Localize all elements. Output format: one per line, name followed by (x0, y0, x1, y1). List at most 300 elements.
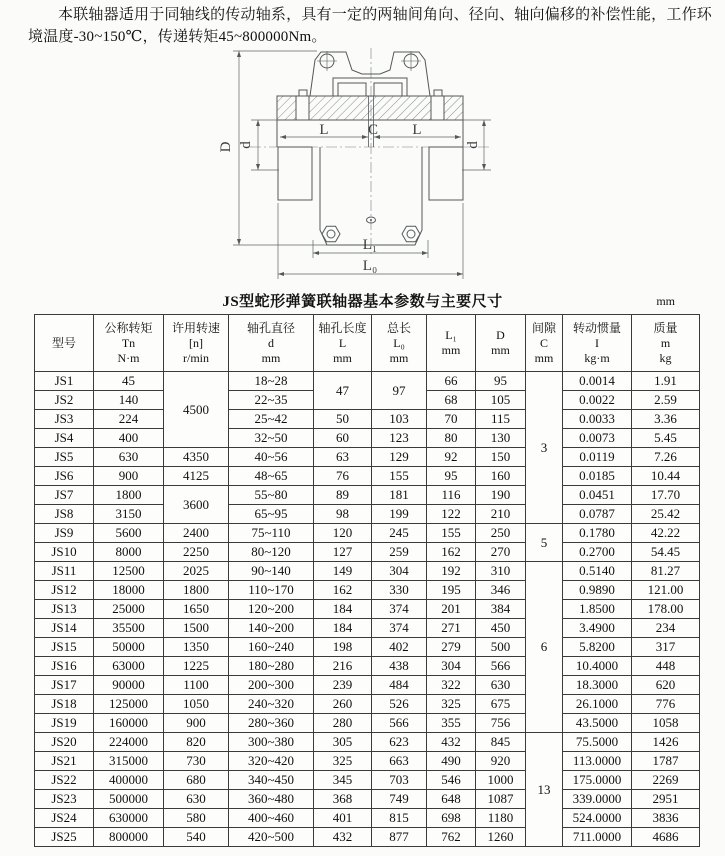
table-row (35, 714, 700, 733)
table-cell-d-outer: 160 (476, 467, 526, 486)
table-cell-model: JS24 (35, 809, 94, 828)
table-cell-d-outer: 250 (476, 524, 526, 543)
table-cell-l1: 322 (427, 676, 476, 695)
table-cell-l1: 271 (427, 619, 476, 638)
table-cell-torque: 50000 (94, 638, 164, 657)
table-cell-inertia: 1.8500 (563, 600, 632, 619)
table-cell-mass: 2951 (632, 790, 700, 809)
table-cell-mass: 7.26 (632, 448, 700, 467)
table-cell-mass: 25.42 (632, 505, 700, 524)
table-cell-bore-length: 216 (314, 657, 372, 676)
table-cell-mass: 620 (632, 676, 700, 695)
column-header-l1: L₁ mm (427, 315, 476, 372)
table-cell-model: JS8 (35, 505, 94, 524)
table-cell-inertia: 0.5140 (563, 562, 632, 581)
table-cell-l1: 201 (427, 600, 476, 619)
table-cell-inertia: 0.0185 (563, 467, 632, 486)
dimension-label-bore-right: d (465, 141, 481, 149)
table-cell-bore-length: 432 (314, 828, 372, 847)
table-cell-speed: 900 (164, 714, 229, 733)
table-cell-total-length: 155 (372, 467, 427, 486)
table-cell-total-length: 123 (372, 429, 427, 448)
table-cell-inertia: 26.1000 (563, 695, 632, 714)
table-cell-total-length: 129 (372, 448, 427, 467)
table-cell-speed: 4350 (164, 448, 229, 467)
table-cell-d-outer: 566 (476, 657, 526, 676)
table-cell-d-outer: 190 (476, 486, 526, 505)
table-cell-total-length: 438 (372, 657, 427, 676)
table-cell-model: JS10 (35, 543, 94, 562)
table-cell-total-length: 245 (372, 524, 427, 543)
table-cell-bore-length: 239 (314, 676, 372, 695)
table-cell-torque: 35500 (94, 619, 164, 638)
table-cell-total-length: 402 (372, 638, 427, 657)
table-cell-speed: 2400 (164, 524, 229, 543)
table-cell-d-outer: 130 (476, 429, 526, 448)
table-cell-model: JS17 (35, 676, 94, 695)
coupling-body (277, 51, 463, 245)
column-header-total-length: 总长 L₀ mm (372, 315, 427, 372)
table-cell-model: JS9 (35, 524, 94, 543)
table-cell-bore-length: 280 (314, 714, 372, 733)
table-cell-bore-length: 198 (314, 638, 372, 657)
table-cell-model: JS4 (35, 429, 94, 448)
table-cell-torque: 45 (94, 372, 164, 391)
table-cell-mass: 10.44 (632, 467, 700, 486)
table-cell-bore-diameter: 140~200 (229, 619, 314, 638)
coupling-technical-drawing (0, 48, 725, 288)
table-cell-d-outer: 500 (476, 638, 526, 657)
table-cell-model: JS19 (35, 714, 94, 733)
table-cell-model: JS5 (35, 448, 94, 467)
table-cell-bore-length: 184 (314, 600, 372, 619)
table-cell-mass: 5.45 (632, 429, 700, 448)
document-page (0, 4, 725, 856)
table-cell-mass: 42.22 (632, 524, 700, 543)
table-cell-model: JS22 (35, 771, 94, 790)
table-cell-total-length: 526 (372, 695, 427, 714)
table-cell-l1: 122 (427, 505, 476, 524)
table-cell-total-length: 374 (372, 619, 427, 638)
table-cell-speed: 1350 (164, 638, 229, 657)
table-cell-d-outer: 95 (476, 372, 526, 391)
table-cell-bore-diameter: 22~35 (229, 391, 314, 410)
table-cell-clearance: 3 (526, 372, 563, 524)
table-cell-mass: 54.45 (632, 543, 700, 562)
table-row (35, 828, 700, 847)
table-row (35, 809, 700, 828)
table-cell-l1: 762 (427, 828, 476, 847)
table-cell-d-outer: 1000 (476, 771, 526, 790)
table-cell-inertia: 339.0000 (563, 790, 632, 809)
table-cell-total-length: 103 (372, 410, 427, 429)
dimension-label-outer-diameter: D (218, 141, 234, 153)
table-cell-torque: 18000 (94, 581, 164, 600)
table-cell-mass: 1426 (632, 733, 700, 752)
table-cell-speed: 730 (164, 752, 229, 771)
table-cell-mass: 3.36 (632, 410, 700, 429)
table-cell-bore-diameter: 25~42 (229, 410, 314, 429)
table-cell-torque: 12500 (94, 562, 164, 581)
table-title: JS型蛇形弹簧联轴器基本参数与主要尺寸 (222, 294, 503, 310)
dimension-label-gap: C (367, 122, 379, 138)
table-row (35, 638, 700, 657)
table-cell-inertia: 0.0787 (563, 505, 632, 524)
table-cell-d-outer: 105 (476, 391, 526, 410)
table-cell-speed: 4500 (164, 372, 229, 448)
table-cell-model: JS6 (35, 467, 94, 486)
table-row (35, 771, 700, 790)
table-cell-inertia: 711.0000 (563, 828, 632, 847)
table-cell-speed: 820 (164, 733, 229, 752)
table-cell-torque: 630 (94, 448, 164, 467)
table-cell-bore-diameter: 40~56 (229, 448, 314, 467)
column-header-torque: 公称转矩 Tn N·m (94, 315, 164, 372)
table-cell-speed: 1650 (164, 600, 229, 619)
table-cell-bore-diameter: 200~300 (229, 676, 314, 695)
table-cell-mass: 2.59 (632, 391, 700, 410)
dimension-label-hub-length-left: L (319, 122, 329, 138)
table-cell-model: JS23 (35, 790, 94, 809)
table-cell-bore-length: 50 (314, 410, 372, 429)
table-cell-bore-diameter: 320~420 (229, 752, 314, 771)
table-cell-inertia: 43.5000 (563, 714, 632, 733)
table-cell-bore-diameter: 65~95 (229, 505, 314, 524)
table-cell-model: JS20 (35, 733, 94, 752)
table-cell-model: JS2 (35, 391, 94, 410)
table-cell-torque: 3150 (94, 505, 164, 524)
column-header-bore-diameter: 轴孔直径 d mm (229, 315, 314, 372)
table-cell-mass: 776 (632, 695, 700, 714)
table-cell-d-outer: 756 (476, 714, 526, 733)
table-cell-model: JS3 (35, 410, 94, 429)
column-header-d-outer: D mm (476, 315, 526, 372)
intro-paragraph: 本联轴器适用于同轴线的传动轴系，具有一定的两轴间角向、径向、轴向偏移的补偿性能，工作环境温度-30~150℃，传递转矩45~800000Nm。 (28, 7, 712, 45)
table-cell-mass: 2269 (632, 771, 700, 790)
table-cell-total-length: 199 (372, 505, 427, 524)
table-cell-inertia: 113.0000 (563, 752, 632, 771)
table-cell-total-length: 259 (372, 543, 427, 562)
table-cell-clearance: 6 (526, 562, 563, 733)
table-cell-d-outer: 1087 (476, 790, 526, 809)
table-cell-speed: 3600 (164, 486, 229, 524)
table-cell-clearance: 5 (526, 524, 563, 562)
table-cell-mass: 317 (632, 638, 700, 657)
table-cell-speed: 580 (164, 809, 229, 828)
table-cell-bore-diameter: 400~460 (229, 809, 314, 828)
table-row (35, 467, 700, 486)
table-cell-torque: 1800 (94, 486, 164, 505)
table-cell-torque: 630000 (94, 809, 164, 828)
table-cell-inertia: 0.1780 (563, 524, 632, 543)
table-cell-speed: 2025 (164, 562, 229, 581)
table-cell-bore-diameter: 300~380 (229, 733, 314, 752)
table-cell-bore-length: 260 (314, 695, 372, 714)
column-header-speed: 许用转速 [n] r/min (164, 315, 229, 372)
table-cell-d-outer: 920 (476, 752, 526, 771)
table-cell-model: JS14 (35, 619, 94, 638)
table-cell-d-outer: 384 (476, 600, 526, 619)
table-cell-bore-diameter: 80~120 (229, 543, 314, 562)
table-cell-d-outer: 630 (476, 676, 526, 695)
table-cell-inertia: 0.0119 (563, 448, 632, 467)
table-cell-torque: 400 (94, 429, 164, 448)
table-cell-model: JS25 (35, 828, 94, 847)
table-cell-l1: 546 (427, 771, 476, 790)
table-row (35, 657, 700, 676)
table-cell-d-outer: 1260 (476, 828, 526, 847)
table-row (35, 410, 700, 429)
table-cell-l1: 68 (427, 391, 476, 410)
table-cell-torque: 400000 (94, 771, 164, 790)
table-cell-model: JS1 (35, 372, 94, 391)
coupling-spec-table (34, 314, 700, 847)
table-cell-torque: 224 (94, 410, 164, 429)
table-cell-torque: 25000 (94, 600, 164, 619)
table-row (35, 543, 700, 562)
table-cell-torque: 800000 (94, 828, 164, 847)
table-cell-bore-diameter: 90~140 (229, 562, 314, 581)
table-cell-bore-length: 162 (314, 581, 372, 600)
table-row (35, 524, 700, 543)
table-cell-l1: 325 (427, 695, 476, 714)
table-cell-inertia: 0.0073 (563, 429, 632, 448)
table-cell-total-length: 663 (372, 752, 427, 771)
table-cell-speed: 1800 (164, 581, 229, 600)
table-cell-torque: 500000 (94, 790, 164, 809)
column-header-mass: 质量 m kg (632, 315, 700, 372)
table-cell-torque: 160000 (94, 714, 164, 733)
table-cell-l1: 698 (427, 809, 476, 828)
table-cell-d-outer: 210 (476, 505, 526, 524)
table-cell-bore-length: 47 (314, 372, 372, 410)
table-cell-inertia: 0.9890 (563, 581, 632, 600)
table-cell-bore-diameter: 55~80 (229, 486, 314, 505)
table-cell-l1: 490 (427, 752, 476, 771)
table-cell-model: JS18 (35, 695, 94, 714)
table-cell-model: JS21 (35, 752, 94, 771)
table-cell-model: JS15 (35, 638, 94, 657)
table-cell-bore-diameter: 180~280 (229, 657, 314, 676)
table-cell-torque: 8000 (94, 543, 164, 562)
table-cell-total-length: 374 (372, 600, 427, 619)
dimension-label-bore-left: d (238, 141, 254, 149)
table-row (35, 790, 700, 809)
table-cell-torque: 90000 (94, 676, 164, 695)
table-cell-torque: 315000 (94, 752, 164, 771)
table-cell-d-outer: 845 (476, 733, 526, 752)
table-row (35, 752, 700, 771)
table-cell-clearance: 13 (526, 733, 563, 847)
table-cell-bore-length: 89 (314, 486, 372, 505)
table-cell-mass: 121.00 (632, 581, 700, 600)
table-row (35, 562, 700, 581)
table-cell-l1: 116 (427, 486, 476, 505)
table-cell-total-length: 181 (372, 486, 427, 505)
table-cell-bore-diameter: 160~240 (229, 638, 314, 657)
table-cell-l1: 70 (427, 410, 476, 429)
table-cell-l1: 162 (427, 543, 476, 562)
table-row (35, 695, 700, 714)
table-cell-bore-diameter: 18~28 (229, 372, 314, 391)
table-cell-bore-length: 345 (314, 771, 372, 790)
table-cell-torque: 224000 (94, 733, 164, 752)
table-cell-inertia: 5.8200 (563, 638, 632, 657)
dimension-label-l1: L₁ (362, 237, 378, 253)
table-cell-speed: 1500 (164, 619, 229, 638)
table-cell-total-length: 330 (372, 581, 427, 600)
table-cell-l1: 95 (427, 467, 476, 486)
table-cell-d-outer: 270 (476, 543, 526, 562)
table-cell-model: JS7 (35, 486, 94, 505)
table-cell-bore-length: 325 (314, 752, 372, 771)
column-header-inertia: 转动惯量 I kg·m (563, 315, 632, 372)
coupling-drawing-area (0, 48, 725, 288)
table-cell-d-outer: 450 (476, 619, 526, 638)
table-cell-l1: 192 (427, 562, 476, 581)
table-cell-d-outer: 1180 (476, 809, 526, 828)
table-cell-bore-length: 401 (314, 809, 372, 828)
table-cell-total-length: 623 (372, 733, 427, 752)
table-cell-l1: 304 (427, 657, 476, 676)
table-cell-bore-diameter: 280~360 (229, 714, 314, 733)
table-cell-l1: 355 (427, 714, 476, 733)
table-cell-l1: 195 (427, 581, 476, 600)
table-cell-total-length: 749 (372, 790, 427, 809)
table-cell-mass: 4686 (632, 828, 700, 847)
table-row (35, 448, 700, 467)
table-cell-d-outer: 346 (476, 581, 526, 600)
table-cell-bore-diameter: 120~200 (229, 600, 314, 619)
table-cell-torque: 140 (94, 391, 164, 410)
table-cell-bore-diameter: 110~170 (229, 581, 314, 600)
table-row (35, 619, 700, 638)
dimension-label-hub-length-right: L (412, 122, 422, 138)
table-cell-mass: 81.27 (632, 562, 700, 581)
table-cell-bore-length: 60 (314, 429, 372, 448)
table-cell-mass: 1058 (632, 714, 700, 733)
table-cell-mass: 178.00 (632, 600, 700, 619)
table-cell-model: JS11 (35, 562, 94, 581)
table-cell-inertia: 0.0451 (563, 486, 632, 505)
table-cell-total-length: 566 (372, 714, 427, 733)
table-cell-torque: 5600 (94, 524, 164, 543)
table-cell-torque: 63000 (94, 657, 164, 676)
table-cell-bore-length: 149 (314, 562, 372, 581)
table-cell-inertia: 524.0000 (563, 809, 632, 828)
table-row (35, 600, 700, 619)
table-cell-speed: 1050 (164, 695, 229, 714)
table-cell-bore-diameter: 75~110 (229, 524, 314, 543)
table-cell-bore-diameter: 240~320 (229, 695, 314, 714)
table-row (35, 486, 700, 505)
table-cell-l1: 155 (427, 524, 476, 543)
table-cell-l1: 279 (427, 638, 476, 657)
table-cell-mass: 234 (632, 619, 700, 638)
table-cell-speed: 1100 (164, 676, 229, 695)
table-cell-total-length: 815 (372, 809, 427, 828)
table-cell-d-outer: 310 (476, 562, 526, 581)
table-cell-inertia: 0.0033 (563, 410, 632, 429)
table-cell-l1: 648 (427, 790, 476, 809)
table-cell-bore-diameter: 340~450 (229, 771, 314, 790)
unit-note: mm (656, 294, 675, 308)
table-cell-mass: 1.91 (632, 372, 700, 391)
column-header-bore-length: 轴孔长度 L mm (314, 315, 372, 372)
table-cell-bore-length: 305 (314, 733, 372, 752)
table-row (35, 581, 700, 600)
table-cell-inertia: 0.0014 (563, 372, 632, 391)
table-cell-total-length: 877 (372, 828, 427, 847)
table-cell-speed: 2250 (164, 543, 229, 562)
table-header-row (35, 315, 700, 372)
table-cell-inertia: 75.5000 (563, 733, 632, 752)
table-cell-inertia: 18.3000 (563, 676, 632, 695)
table-cell-torque: 900 (94, 467, 164, 486)
table-cell-inertia: 0.0022 (563, 391, 632, 410)
table-cell-total-length: 304 (372, 562, 427, 581)
table-cell-bore-diameter: 48~65 (229, 467, 314, 486)
table-cell-speed: 680 (164, 771, 229, 790)
table-cell-speed: 1225 (164, 657, 229, 676)
table-cell-d-outer: 115 (476, 410, 526, 429)
table-cell-l1: 80 (427, 429, 476, 448)
column-header-model: 型号 (35, 315, 94, 372)
table-cell-bore-length: 63 (314, 448, 372, 467)
table-cell-speed: 630 (164, 790, 229, 809)
table-cell-bore-length: 120 (314, 524, 372, 543)
table-cell-model: JS13 (35, 600, 94, 619)
table-cell-mass: 448 (632, 657, 700, 676)
table-cell-bore-length: 98 (314, 505, 372, 524)
table-cell-speed: 4125 (164, 467, 229, 486)
table-cell-inertia: 175.0000 (563, 771, 632, 790)
table-title-row (0, 290, 725, 310)
table-row (35, 429, 700, 448)
dimension-label-l0: L₀ (362, 258, 378, 274)
table-cell-inertia: 3.4900 (563, 619, 632, 638)
table-row (35, 372, 700, 391)
table-cell-l1: 66 (427, 372, 476, 391)
table-cell-l1: 92 (427, 448, 476, 467)
table-cell-model: JS16 (35, 657, 94, 676)
table-cell-bore-length: 184 (314, 619, 372, 638)
table-cell-l1: 432 (427, 733, 476, 752)
table-cell-bore-diameter: 32~50 (229, 429, 314, 448)
table-cell-torque: 125000 (94, 695, 164, 714)
table-cell-bore-length: 76 (314, 467, 372, 486)
table-cell-inertia: 10.4000 (563, 657, 632, 676)
table-cell-total-length: 97 (372, 372, 427, 410)
table-cell-bore-diameter: 360~480 (229, 790, 314, 809)
table-row (35, 505, 700, 524)
table-cell-inertia: 0.2700 (563, 543, 632, 562)
table-body (35, 372, 700, 847)
table-cell-mass: 3836 (632, 809, 700, 828)
table-cell-speed: 540 (164, 828, 229, 847)
table-cell-d-outer: 150 (476, 448, 526, 467)
table-cell-d-outer: 675 (476, 695, 526, 714)
column-header-clearance: 间隙 C mm (526, 315, 563, 372)
table-cell-model: JS12 (35, 581, 94, 600)
table-row (35, 676, 700, 695)
table-cell-total-length: 703 (372, 771, 427, 790)
table-cell-mass: 1787 (632, 752, 700, 771)
table-cell-bore-diameter: 420~500 (229, 828, 314, 847)
table-cell-bore-length: 368 (314, 790, 372, 809)
table-cell-total-length: 484 (372, 676, 427, 695)
table-cell-mass: 17.70 (632, 486, 700, 505)
